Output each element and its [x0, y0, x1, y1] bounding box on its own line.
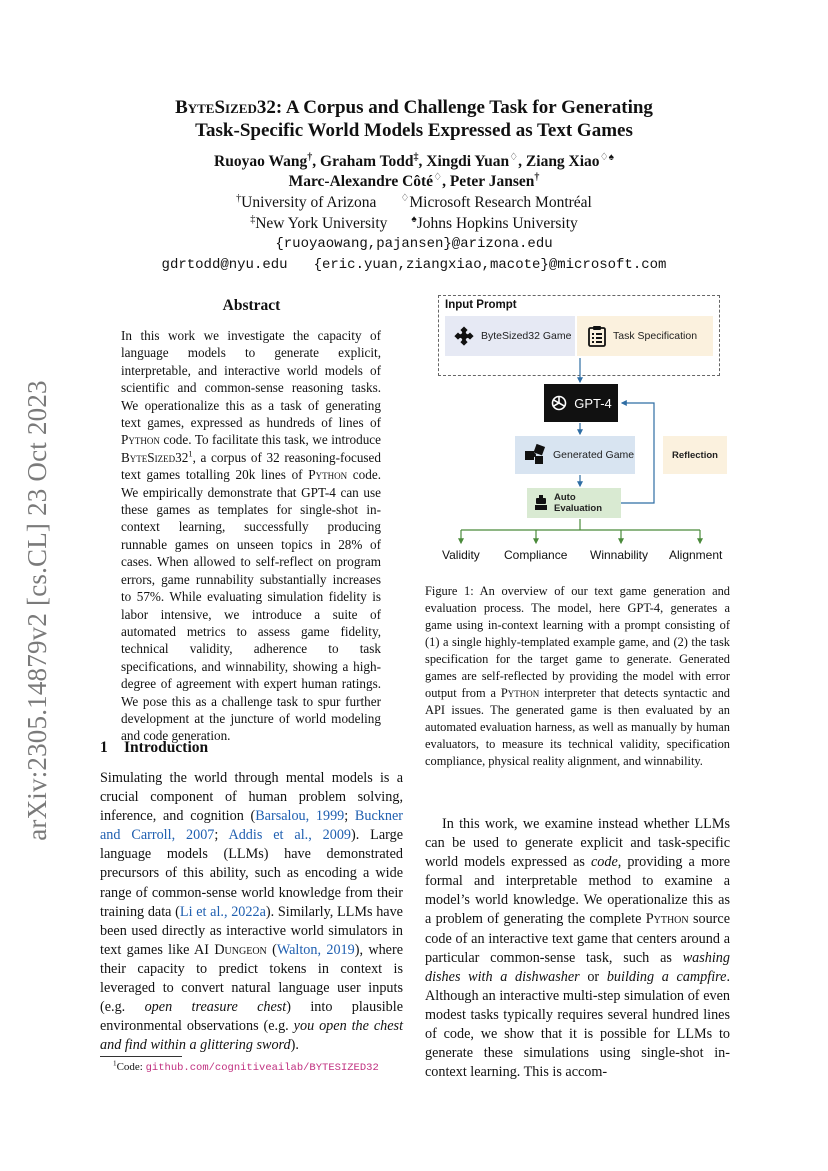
figure-caption: Figure 1: An overview of our text game generation and evaluation process. The model, here GPT-4, generates a game using in-context learning with a prompt consisting of (1) a single highly-templated example game, and (2) the task specification for the target game to generate. Generated games are self-reflected by providing the model with error output from a Python interpreter that detects syntactic and API issues. The generated game is then evaluated by an automated evaluation harness, as well as manually by human evaluators, to measure its technical validity, specification compliance, physical reality alignment, and winnability.: [425, 584, 731, 768]
reflection-box: Reflection: [663, 436, 727, 474]
figure-1: [425, 286, 745, 576]
author: Ziang Xiao: [525, 153, 600, 170]
affiliation: University of Arizona: [241, 194, 377, 211]
footnote: $^1$Code: github.com/cognitiveailab/BYTESIZED32: [113, 1059, 379, 1074]
metric-alignment: Alignment: [669, 548, 723, 562]
citation-link[interactable]: Buckner and Carroll, 2007: [100, 808, 403, 844]
intro-paragraph: Simulating the world through mental models is a crucial component of human problem solving, inference, and cognition (Barsalou, 1999; Buckner and Carroll, 2007; Addis et al., 2009). Large language models (LLMs) have demonstrated precursors of this ability, such as encoding a wide range of common-sense world knowledge from their training data (Li et al., 2022a). Similarly, LLMs have been used directly as interactive world simulators in text games like AI Dungeon (Walton, 2019), where their capacity to predict tokens in context is leveraged to convert natural language user inputs (e.g. open treasure chest) into plausible environmental observations (e.g. you open the chest and find within a glittering sword).: [100, 770, 404, 1054]
author-list: Ruoyao Wang†, Graham Todd‡, Xingdi Yuan♢, Ziang Xiao♢♠ Marc-Alexandre Côté♢, Peter Jansen†: [214, 151, 614, 190]
arxiv-identifier: arXiv:2305.14879v2 [cs.CL] 23 Oct 2023: [21, 379, 52, 841]
title-corpus-name: ByteSized32: [175, 97, 276, 118]
citation-link[interactable]: Barsalou, 1999: [255, 808, 345, 825]
affil-mark: ♢♠: [599, 151, 614, 163]
affil-mark: †: [236, 192, 242, 204]
author: Ruoyao Wang: [214, 153, 308, 170]
footnote-rule: [100, 1056, 182, 1057]
author: Peter Jansen: [449, 173, 535, 190]
section-heading: 1 Introduction: [100, 739, 209, 756]
paper-header: [100, 96, 728, 276]
affil-mark: ‡: [413, 151, 419, 163]
input-prompt-label: Input Prompt: [445, 299, 517, 311]
title-line2: Task-Specific World Models Expressed as Text Games: [195, 120, 633, 141]
affiliation: Johns Hopkins University: [416, 215, 578, 232]
affil-mark: ♢: [433, 171, 443, 183]
generated-game-label: Generated Game: [553, 449, 635, 461]
citation-link[interactable]: Addis et al., 2009: [228, 827, 352, 844]
title-line1: : A Corpus and Challenge Task for Generating: [275, 97, 653, 118]
flow-arrows: [425, 286, 745, 576]
arxiv-sidebar: [22, 370, 52, 850]
auto-evaluation-label: Auto Evaluation: [554, 492, 603, 514]
metric-compliance: Compliance: [504, 548, 568, 562]
affil-mark: ♢: [509, 151, 519, 163]
email-line: gdrtodd@nyu.edu: [161, 257, 288, 273]
paper-title: [100, 96, 728, 142]
footnote-code-link[interactable]: github.com/cognitiveailab/BYTESIZED32: [145, 1062, 379, 1074]
body-paragraph: In this work, we examine instead whether LLMs can be used to generate explicit and task-specific world models expressed as code, providing a more formal and interpretable method to examine a model’s world knowledge. We operationalize this as a problem of generating the complete Python source code of an interactive text game that centers around a particular common-sense task, such as washing dishes with a dishwasher or building a campfire. Although an interactive multi-step simulation of even modest tasks typically requires several hundred lines of code, we show that it is possible for LLMs to generate these simulations using single-shot in-context learning. This is accom-: [425, 816, 730, 1081]
abstract-text: In this work we investigate the capacity of language models to generate explicit, interpretable, and interactive world models of scientific and common-sense reasoning tasks. We operationalize this as a task of generating text games, expressed as hundreds of lines of Python code. To facilitate this task, we introduce $ByteSized32^1$, a corpus of 32 reasoning-focused text games totalling 20k lines of Python code. We empirically demonstrate that GPT-4 can use these games as templates for single-shot in-context learning, successfully producing runnable games on unseen topics in 28% of cases. When allowed to self-reflect on program errors, game runnability substantially increases to 57%. While evaluating simulation fidelity is labor intensive, we introduce a suite of automated metrics to assess game fidelity, technical validity, adherence to task specifications, and winnability, showing a high-degree of agreement with expert human ratings. We pose this as a challenge task to spur further development at the juncture of world modeling and code generation.: [121, 328, 381, 744]
metric-winnability: Winnability: [590, 548, 649, 562]
email-line: {ruoyaowang,pajansen}@arizona.edu: [275, 236, 553, 252]
metric-validity: Validity: [442, 548, 480, 562]
bytesized-game-label: ByteSized32 Game: [481, 330, 572, 342]
affil-mark: ‡: [250, 213, 256, 225]
task-spec-label: Task Specification: [613, 330, 698, 342]
citation-link[interactable]: Walton, 2019: [276, 941, 355, 958]
email-block: [100, 234, 728, 276]
affil-mark: †: [307, 151, 313, 163]
affiliations: [100, 192, 728, 234]
citation-link[interactable]: Li et al., 2022a: [179, 903, 266, 920]
affiliation: Microsoft Research Montréal: [409, 194, 592, 211]
affil-mark: †: [534, 171, 540, 183]
author: Xingdi Yuan: [426, 153, 510, 170]
author: Marc-Alexandre Côté: [288, 173, 434, 190]
affil-mark: ♢: [400, 192, 410, 204]
abstract-heading: Abstract: [222, 297, 281, 314]
affil-mark: ♠: [411, 213, 417, 225]
email-line: {eric.yuan,ziangxiao,macote}@microsoft.com: [313, 257, 667, 273]
affiliation: New York University: [255, 215, 388, 232]
gpt4-label: GPT-4: [574, 395, 612, 411]
author: Graham Todd: [320, 153, 414, 170]
